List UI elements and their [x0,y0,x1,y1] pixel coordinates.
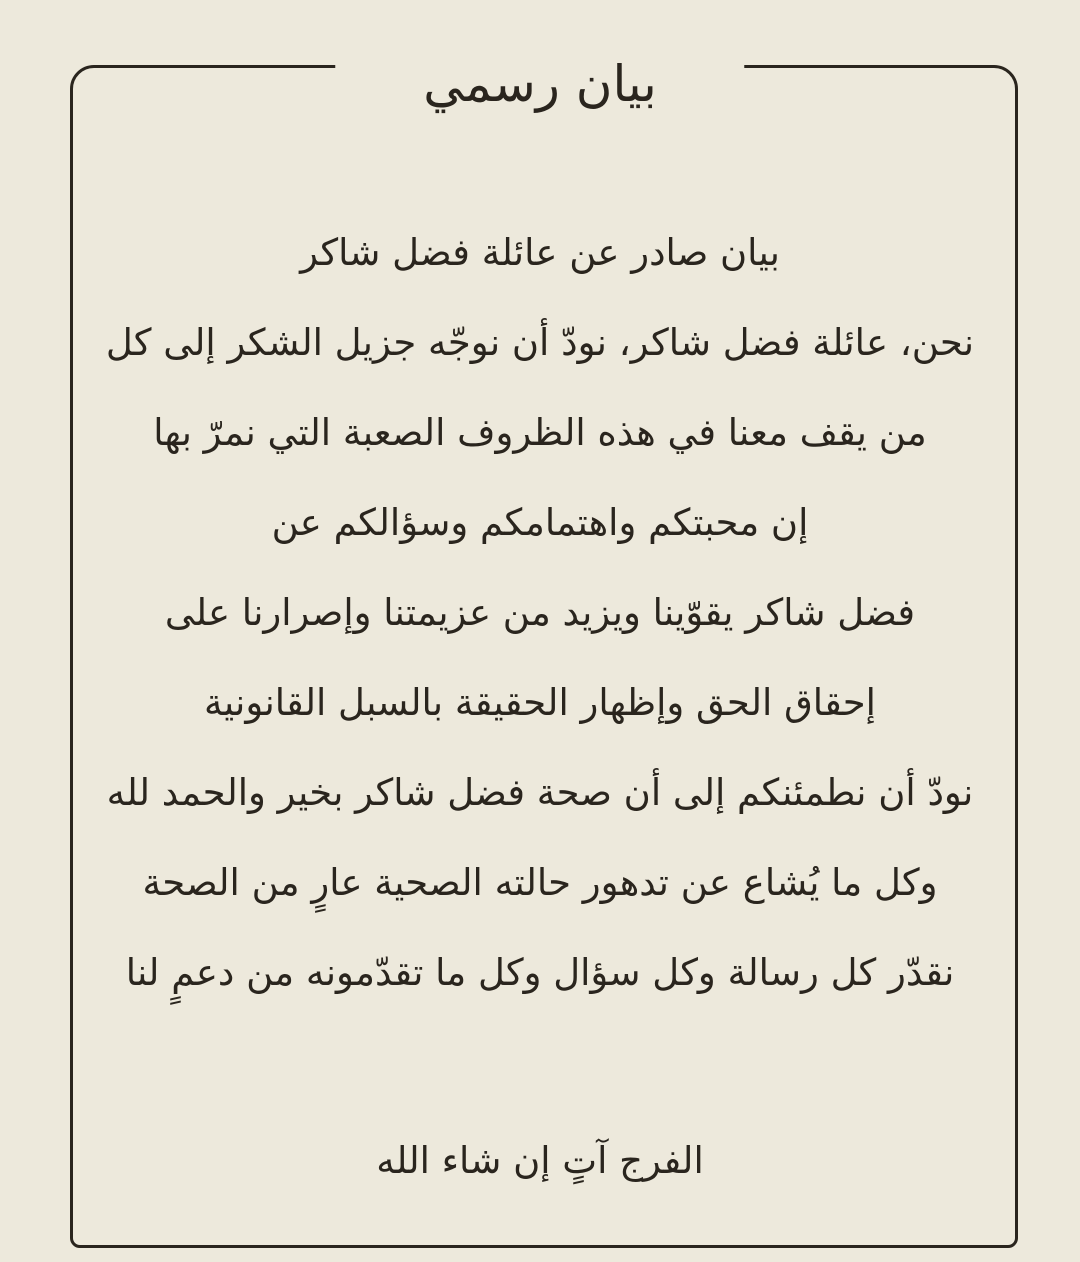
statement-line: نودّ أن نطمئنكم إلى أن صحة فضل شاكر بخير والحمد لله [106,771,974,814]
statement-line: فضل شاكر يقوّينا ويزيد من عزيمتنا وإصرارنا على [164,591,916,634]
statement-body [0,208,1080,1206]
statement-line: إن محبتكم واهتمامكم وسؤالكم عن [271,501,809,544]
statement-line: نحن، عائلة فضل شاكر، نودّ أن نوجّه جزيل الشكر إلى كل [105,321,975,364]
statement-line: بيان صادر عن عائلة فضل شاكر [300,231,780,274]
statement-line: وكل ما يُشاع عن تدهور حالته الصحية عارٍ من الصحة [142,861,938,904]
statement-footer-line: الفرج آتٍ إن شاء الله [376,1139,704,1182]
statement-line: من يقف معنا في هذه الظروف الصعبة التي نمرّ بها [153,411,927,454]
statement-title: بيان رسمي [335,48,744,128]
statement-line: نقدّر كل رسالة وكل سؤال وكل ما تقدّمونه من دعمٍ لنا [125,951,955,994]
statement-line: إحقاق الحق وإظهار الحقيقة بالسبل القانونية [204,681,876,724]
